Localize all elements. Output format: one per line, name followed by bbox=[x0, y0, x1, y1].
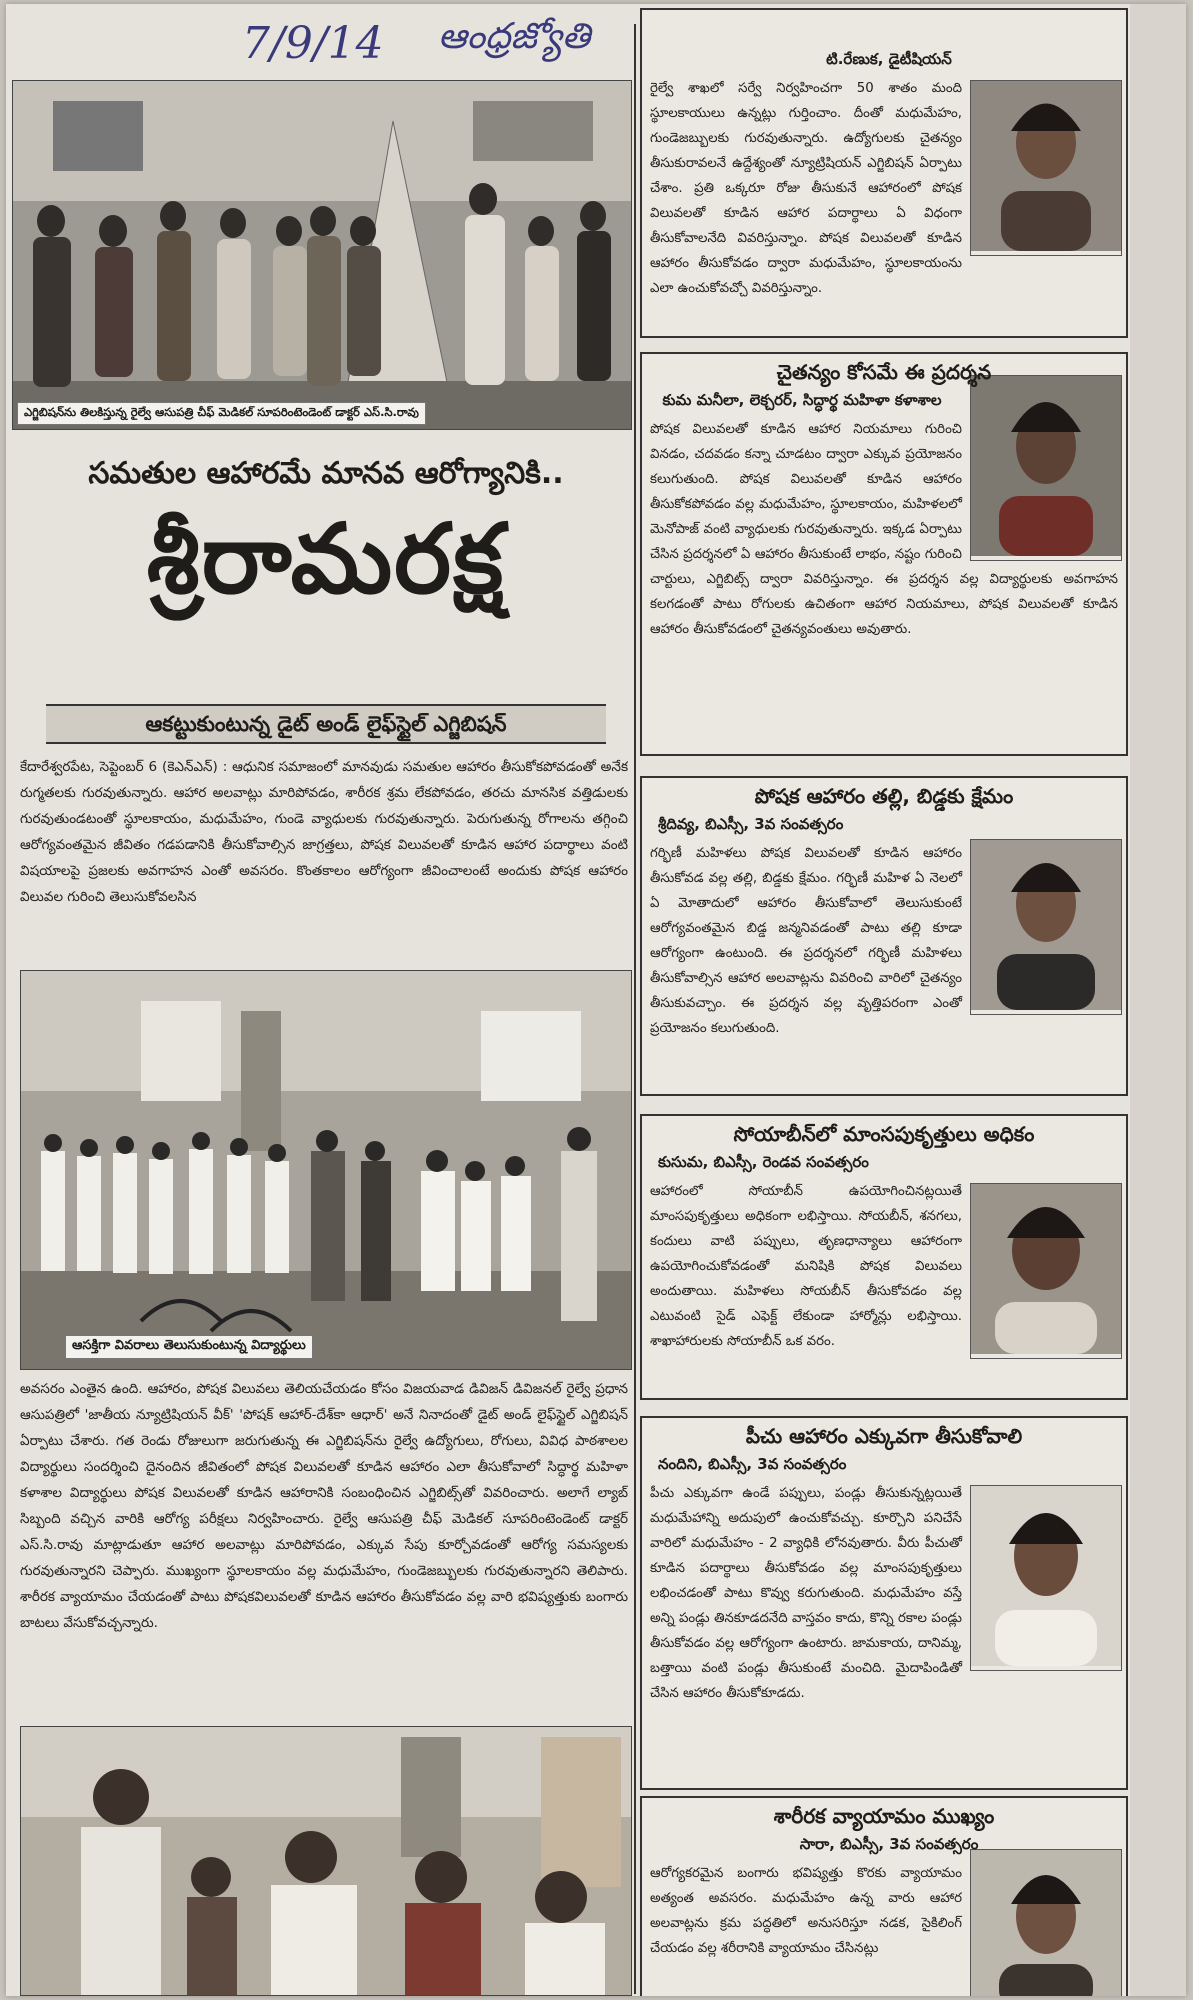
handwritten-date: 7/9/14 bbox=[242, 18, 384, 69]
sidebar-byline: కుసుమ, బిఎస్సీ, రెండవ సంవత్సరం bbox=[658, 1153, 869, 1171]
portrait-photo bbox=[970, 375, 1122, 561]
headline-subhead: ఆకట్టుకుంటున్న డైట్ అండ్ లైఫ్‌స్టైల్ ఎగ్జిబిషన్ bbox=[46, 704, 606, 744]
portrait-photo bbox=[970, 1485, 1122, 1671]
sidebar-title: చైతన్యం కోసమే ఈ ప్రదర్శన bbox=[776, 360, 992, 384]
exhibition-group-photo bbox=[12, 80, 632, 430]
portrait-photo bbox=[970, 1183, 1122, 1359]
sidebar-byline: టి.రేణుక, డైటీషియన్ bbox=[826, 50, 952, 68]
headline-kicker: సమతుల ఆహారమే మానవ ఆరోగ్యానికి.. bbox=[88, 456, 564, 491]
portrait-photo bbox=[970, 1849, 1122, 1996]
sidebar-title: సోయాబీన్‌లో మాంసపుకృత్తులు అధికం bbox=[733, 1122, 1035, 1146]
sidebar-title: పీచు ఆహారం ఎక్కువగా తీసుకోవాలి bbox=[745, 1424, 1023, 1448]
top-photo-caption: ఎగ్జిబిషన్‌ను తిలకిస్తున్న రైల్వే ఆసుపత్రి చీఫ్ మెడికల్ సూపరింటెండెంట్ డాక్టర్ ఎస్.సి.రావు bbox=[17, 402, 426, 425]
sidebar-byline: నందిని, బిఎస్సీ, 3వ సంవత్సరం bbox=[658, 1455, 847, 1473]
sidebar-box-maternal bbox=[640, 776, 1128, 1096]
sidebar-byline: శ్రీదివ్య, బిఎస్సీ, 3వ సంవత్సరం bbox=[658, 815, 844, 833]
sidebar-box-exercise bbox=[640, 1796, 1128, 1996]
sidebar-byline: కుమ మనీలా, లెక్చరర్, సిద్ధార్థ మహిళా కళాశాల bbox=[662, 391, 942, 409]
newspaper-clipping bbox=[6, 4, 1186, 1996]
sidebar-title: పోషక ఆహారం తల్లి, బిడ్డకు క్షేమం bbox=[754, 784, 1014, 808]
portrait-photo bbox=[970, 839, 1122, 1015]
column-divider bbox=[634, 24, 636, 1994]
portrait-photo bbox=[970, 80, 1122, 256]
sidebar-box-awareness bbox=[640, 352, 1128, 756]
sidebar-byline: సారా, బిఎస్సీ, 3వ సంవత్సరం bbox=[799, 1835, 979, 1853]
middle-photo-caption: ఆసక్తిగా వివరాలు తెలుసుకుంటున్న విద్యార్థులు bbox=[65, 1335, 313, 1359]
sidebar-body: ఆరోగ్యకరమైన బంగారు భవిష్యత్తు కొరకు వ్యాయామం అత్యంత అవసరం. మధుమేహం ఉన్న వారు ఆహార అలవాట్లను క్రమ పద్ధతిలో అనుసరిస్తూ నడక, సైకిలింగ్ చేయడం వల్ల శరీరానికి వ్యాయామం చేసినట్లు bbox=[650, 1866, 962, 1956]
sidebar-box-renuka bbox=[640, 8, 1128, 338]
handwritten-paper-name: ఆంధ్రజ్యోతి bbox=[438, 16, 591, 57]
sidebar-body: రైల్వే శాఖలో సర్వే నిర్వహించగా 50 శాతం మంది స్థూలకాయులు ఉన్నట్లు గుర్తించాం. దీంతో మధుమేహం, గుండెజబ్బులకు గురవుతున్నారు. ఉద్యోగులకు చైతన్యం తీసుకురావలనే ఉద్దేశ్యంతో న్యూట్రిషియన్ ఎగ్జిబిషన్ ఏర్పాటు చేశాం. ప్రతి ఒక్కరూ రోజు తీసుకునే ఆహారంలో పోషక విలువలతో కూడిన ఆహార పదార్థాలు ఏ విధంగా తీసుకోవాలనేది వివరిస్తున్నాం. పోషక విలువలతో కూడిన ఆహారం తీసుకోవడం ద్వారా మధుమేహం, స్థూలకాయంను ఎలా ఉంచుకోవచ్చో వివరిస్తున్నాం. bbox=[650, 81, 962, 296]
headline-main: శ్రీరామరక్ష bbox=[146, 503, 506, 615]
article-intro: కేదారేశ్వరపేట, సెప్టెంబర్ 6 (కెఎన్ఎన్) : ఆధునిక సమాజంలో మానవుడు సమతుల ఆహారం తీసుకోకపోవడంతో అనేక రుగ్మతలకు గురవుతున్నారు. ఆహార అలవాట్లు మారిపోవడం, శారీరక శ్రమ లేకపోవడం, తరచు మానసిక వత్తిడులకు గురవుతుండటంతో స్థూలకాయం, మధుమేహం, గుండె వ్యాధులకు గురవుతున్నారు. పెరుగుతున్న రోగాలను తగ్గించి ఆరోగ్యవంతమైన జీవితం గడపడానికి తీసుకోవాల్సిన జాగ్రత్తలు, పోషక విలువలతో కూడిన ఆహార పదార్థాలు వంటి విషయాలపై ప్రజలకు అవగాహన ఎంతో అవసరం. కొంతకాలం ఆరోగ్యంగా జీవించాలంటే అందుకు పోషక ఆహారం విలువల గురించి తెలుసుకోవలసిన bbox=[20, 759, 628, 905]
sidebar-box-soybean bbox=[640, 1114, 1128, 1400]
sidebar-body: ఆహారంలో సోయాబీన్ ఉపయోగించినట్లయితే మాంసపుకృత్తులు అధికంగా లభిస్తాయి. సోయబీన్, శనగలు, కందులు వాటి పప్పులు, తృణధాన్యాలు ఆహారంగా ఉపయోగించుకోవడంతో మనిషికి పోషక విలువలు అందుతాయి. మహిళలు సోయబీన్ తీసుకోవడం వల్ల ఎటువంటి సైడ్ ఎఫెక్ట్ లేకుండా హార్మోన్లు లభిస్తాయి. శాఖాహారులకు సోయాబీన్ ఒక వరం. bbox=[650, 1184, 962, 1349]
sidebar-title: శారీరక వ్యాయామం ముఖ్యం bbox=[773, 1804, 995, 1828]
page-edge-shadow bbox=[1130, 4, 1186, 1996]
students-photo bbox=[20, 970, 632, 1370]
sidebar-body: గర్భిణీ మహిళలు పోషక విలువలతో కూడిన ఆహారం తీసుకోవడ వల్ల తల్లి, బిడ్డకు క్షేమం. గర్భిణీ మహిళ ఏ నెలలో ఏ మోతాదులో ఆహారం తీసుకోవాలో తెలుసుకుంటే ఆరోగ్యవంతమైన బిడ్డ జన్మనివడంతో పాటు తల్లి కూడా ఆరోగ్యంగా ఉంటుంది. ఈ ప్రదర్శనలో గర్భిణీ మహిళలు తీసుకోవాల్సిన ఆహార అలవాట్లను వివరించి వారిలో చైతన్యం తీసుకువచ్చాం. ఈ ప్రదర్శన వల్ల వృత్తిపరంగా ఎంతో ప్రయోజనం కలుగుతుంది. bbox=[650, 846, 962, 1036]
sidebar-box-fibre bbox=[640, 1416, 1128, 1790]
article-continuation: అవసరం ఎంతైన ఉంది. ఆహారం, పోషక విలువలు తెలియచేయడం కోసం విజయవాడ డివిజన్ డివిజనల్ రైల్వే ప్రధాన ఆసుపత్రిలో 'జాతీయ న్యూట్రిషియన్ వీక్' 'పోషక్ ఆహార్-దేశ్‌కా ఆధార్' అనే నినాదంతో డైట్ అండ్ లైఫ్‌స్టైల్ ఎగ్జిబిషన్ ఏర్పాటు చేశారు. గత రెండు రోజులుగా జరుగుతున్న ఈ ఎగ్జిబిషన్‌ను రైల్వే ఉద్యోగులు, రోగులు, వివిధ పాఠశాలల విద్యార్థులు సందర్శించి దైనందిన జీవితంలో పోషక విలువలతో కూడిన ఆహారం ఎలా తీసుకోవాలో సిద్ధార్థ మహిళా కళాశాల విద్యార్థులు పోషక విలువలతో కూడిన ఆహారానికి సంబంధించిన ఎగ్జిబిట్స్‌తో వివరించారు. అలాగే ల్యాబ్ సిబ్బంది వచ్చిన వారికి ఆరోగ్య పరీక్షలు నిర్వహించారు. రైల్వే ఆసుపత్రి చీఫ్ మెడికల్ సూపరింటెండెంట్ డాక్టర్ ఎస్.సి.రావు మాట్లాడుతూ ఆహార అలవాట్లు మారిపోవడం, ఎక్కువ సేపు కూర్చోవడంతో ఆరోగ్య సమస్యలకు గురవుతున్నారని చెప్పారు. ముఖ్యంగా స్థూలకాయం వల్ల మధుమేహం, గుండెజబ్బులకు గురవుతున్నారని తెలిపారు. శారీరక వ్యాయామం చేయడంతో పాటు పోషకవిలువలతో కూడిన ఆహారం తీసుకోవడం వల్ల వారి భవిష్యత్తుకు బంగారు బాటలు వేసుకోవచ్చన్నారు. bbox=[20, 1381, 628, 1631]
sidebar-body: పీచు ఎక్కువగా ఉండే పప్పులు, పండ్లు తీసుకున్నట్లయితే మధుమేహాన్ని అదుపులో ఉంచుకోవచ్చు. కూర్చొని పనిచేసే వారిలో మధుమేహం - 2 వ్యాధికి లోనవుతారు. వీరు పీచుతో కూడిన పదార్థాలు తీసుకోవడం వల్ల మాంసపుకృత్తులు లభించడంతో పాటు కొవ్వు కరుగుతుంది. మధుమేహం వస్తే అన్ని పండ్లు తినకూడదనేది వాస్తవం కాదు, కొన్ని రకాల పండ్లు తీసుకోవడం వల్ల ఆరోగ్యంగా ఉంటారు. జామకాయ, దానిమ్మ, బత్తాయి వంటి పండ్లు తీసుకుంటే మంచిది. మైదాపిండితో చేసిన ఆహారం తీసుకోకూడదు. bbox=[650, 1486, 962, 1701]
health-checkup-photo bbox=[20, 1726, 632, 1996]
sidebar-body: పోషక విలువలతో కూడిన ఆహార నియమాలు గురించి వినడం, చదవడం కన్నా చూడటం ద్వారా ఎక్కువ ప్రయోజనం కలుగుతుంది. పోషక విలువలతో కూడిన ఆహారం తీసుకోకపోవడం వల్ల మధుమేహం, స్థూలకాయం, మహిళలలో మెనోపాజ్ వంటి వ్యాధులకు గురవుతున్నారు. ఇక్కడ ఏర్పాటు చేసిన ప్రదర్శనలో ఏ ఆహారం తీసుకుంటే లాభం, నష్టం గురించి చార్టులు, ఎగ్జిబిట్స్ ద్వారా వివరిస్తున్నాం. ఈ ప్రదర్శన వల్ల విద్యార్థులకు అవగాహన కలగడంతో పాటు రోగులకు ఉచితంగా ఆహార నియమాలు, పోషక విలువలతో కూడిన ఆహారం తీసుకోవడంలో చైతన్యవంతులు అవుతారు. bbox=[650, 422, 1118, 637]
